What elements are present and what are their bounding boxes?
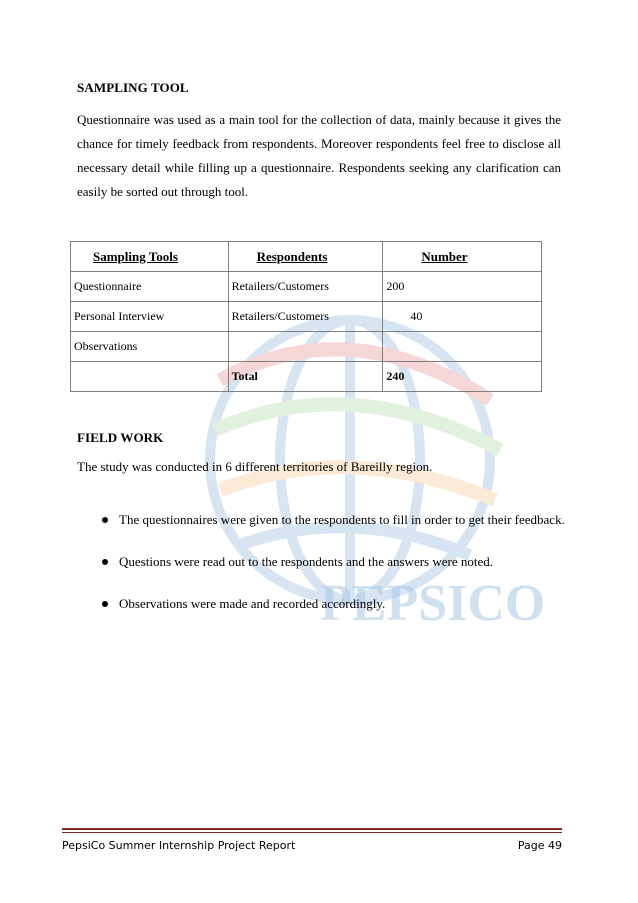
bullet-icon [102, 559, 108, 565]
table-cell: Retailers/Customers [228, 302, 383, 332]
section-heading-sampling-tool: SAMPLING TOOL [77, 80, 189, 95]
section-heading-field-work: FIELD WORK [77, 430, 164, 445]
list-item-text: Questions were read out to the respondents and the answers were noted. [119, 554, 493, 569]
footer-rule [62, 828, 562, 830]
table-row-total [71, 362, 542, 392]
table-cell-total-label: Total [228, 362, 383, 392]
list-item-text: Observations were made and recorded accordingly. [119, 596, 386, 611]
bullet-icon [102, 601, 108, 607]
table-cell [228, 332, 383, 362]
table-cell: Personal Interview [71, 302, 229, 332]
sampling-table [70, 241, 542, 392]
list-item [77, 594, 577, 636]
table-cell [71, 362, 229, 392]
table-cell: Questionnaire [71, 272, 229, 302]
bullet-icon [102, 517, 108, 523]
table-cell-total-value: 240 [383, 362, 542, 392]
list-item-text: The questionnaires were given to the respondents to fill in order to get their feedback. [119, 512, 565, 527]
table-row [71, 332, 542, 362]
table-header-cell: Sampling Tools [71, 242, 229, 272]
footer-rule-thin [62, 832, 562, 833]
table-row [71, 272, 542, 302]
field-work-bullet-list [77, 510, 577, 636]
list-item [77, 552, 577, 594]
footer-report-title: PepsiCo Summer Internship Project Report [62, 839, 296, 852]
footer-page-number: Page 49 [517, 839, 562, 852]
table-cell: 40 [383, 302, 542, 332]
table-row [71, 302, 542, 332]
table-header-cell: Respondents [228, 242, 383, 272]
table-cell: 200 [383, 272, 542, 302]
list-item [77, 510, 577, 552]
table-cell: Retailers/Customers [228, 272, 383, 302]
table-cell: Observations [71, 332, 229, 362]
table-header-cell: Number [383, 242, 542, 272]
table-header-row [71, 242, 542, 272]
field-work-paragraph: The study was conducted in 6 different territories of Bareilly region. [77, 459, 433, 474]
sampling-tool-paragraph: Questionnaire was used as a main tool for the collection of data, mainly because it gives the chance for timely feedback from respondents. Moreover respondents feel free to disclose all necessary detail while filling up a questionnaire. Respondents seeking any clarification can easily be sorted out through tool. [77, 112, 561, 199]
table-cell [383, 332, 542, 362]
watermark-text: PEPSICO [320, 575, 546, 632]
